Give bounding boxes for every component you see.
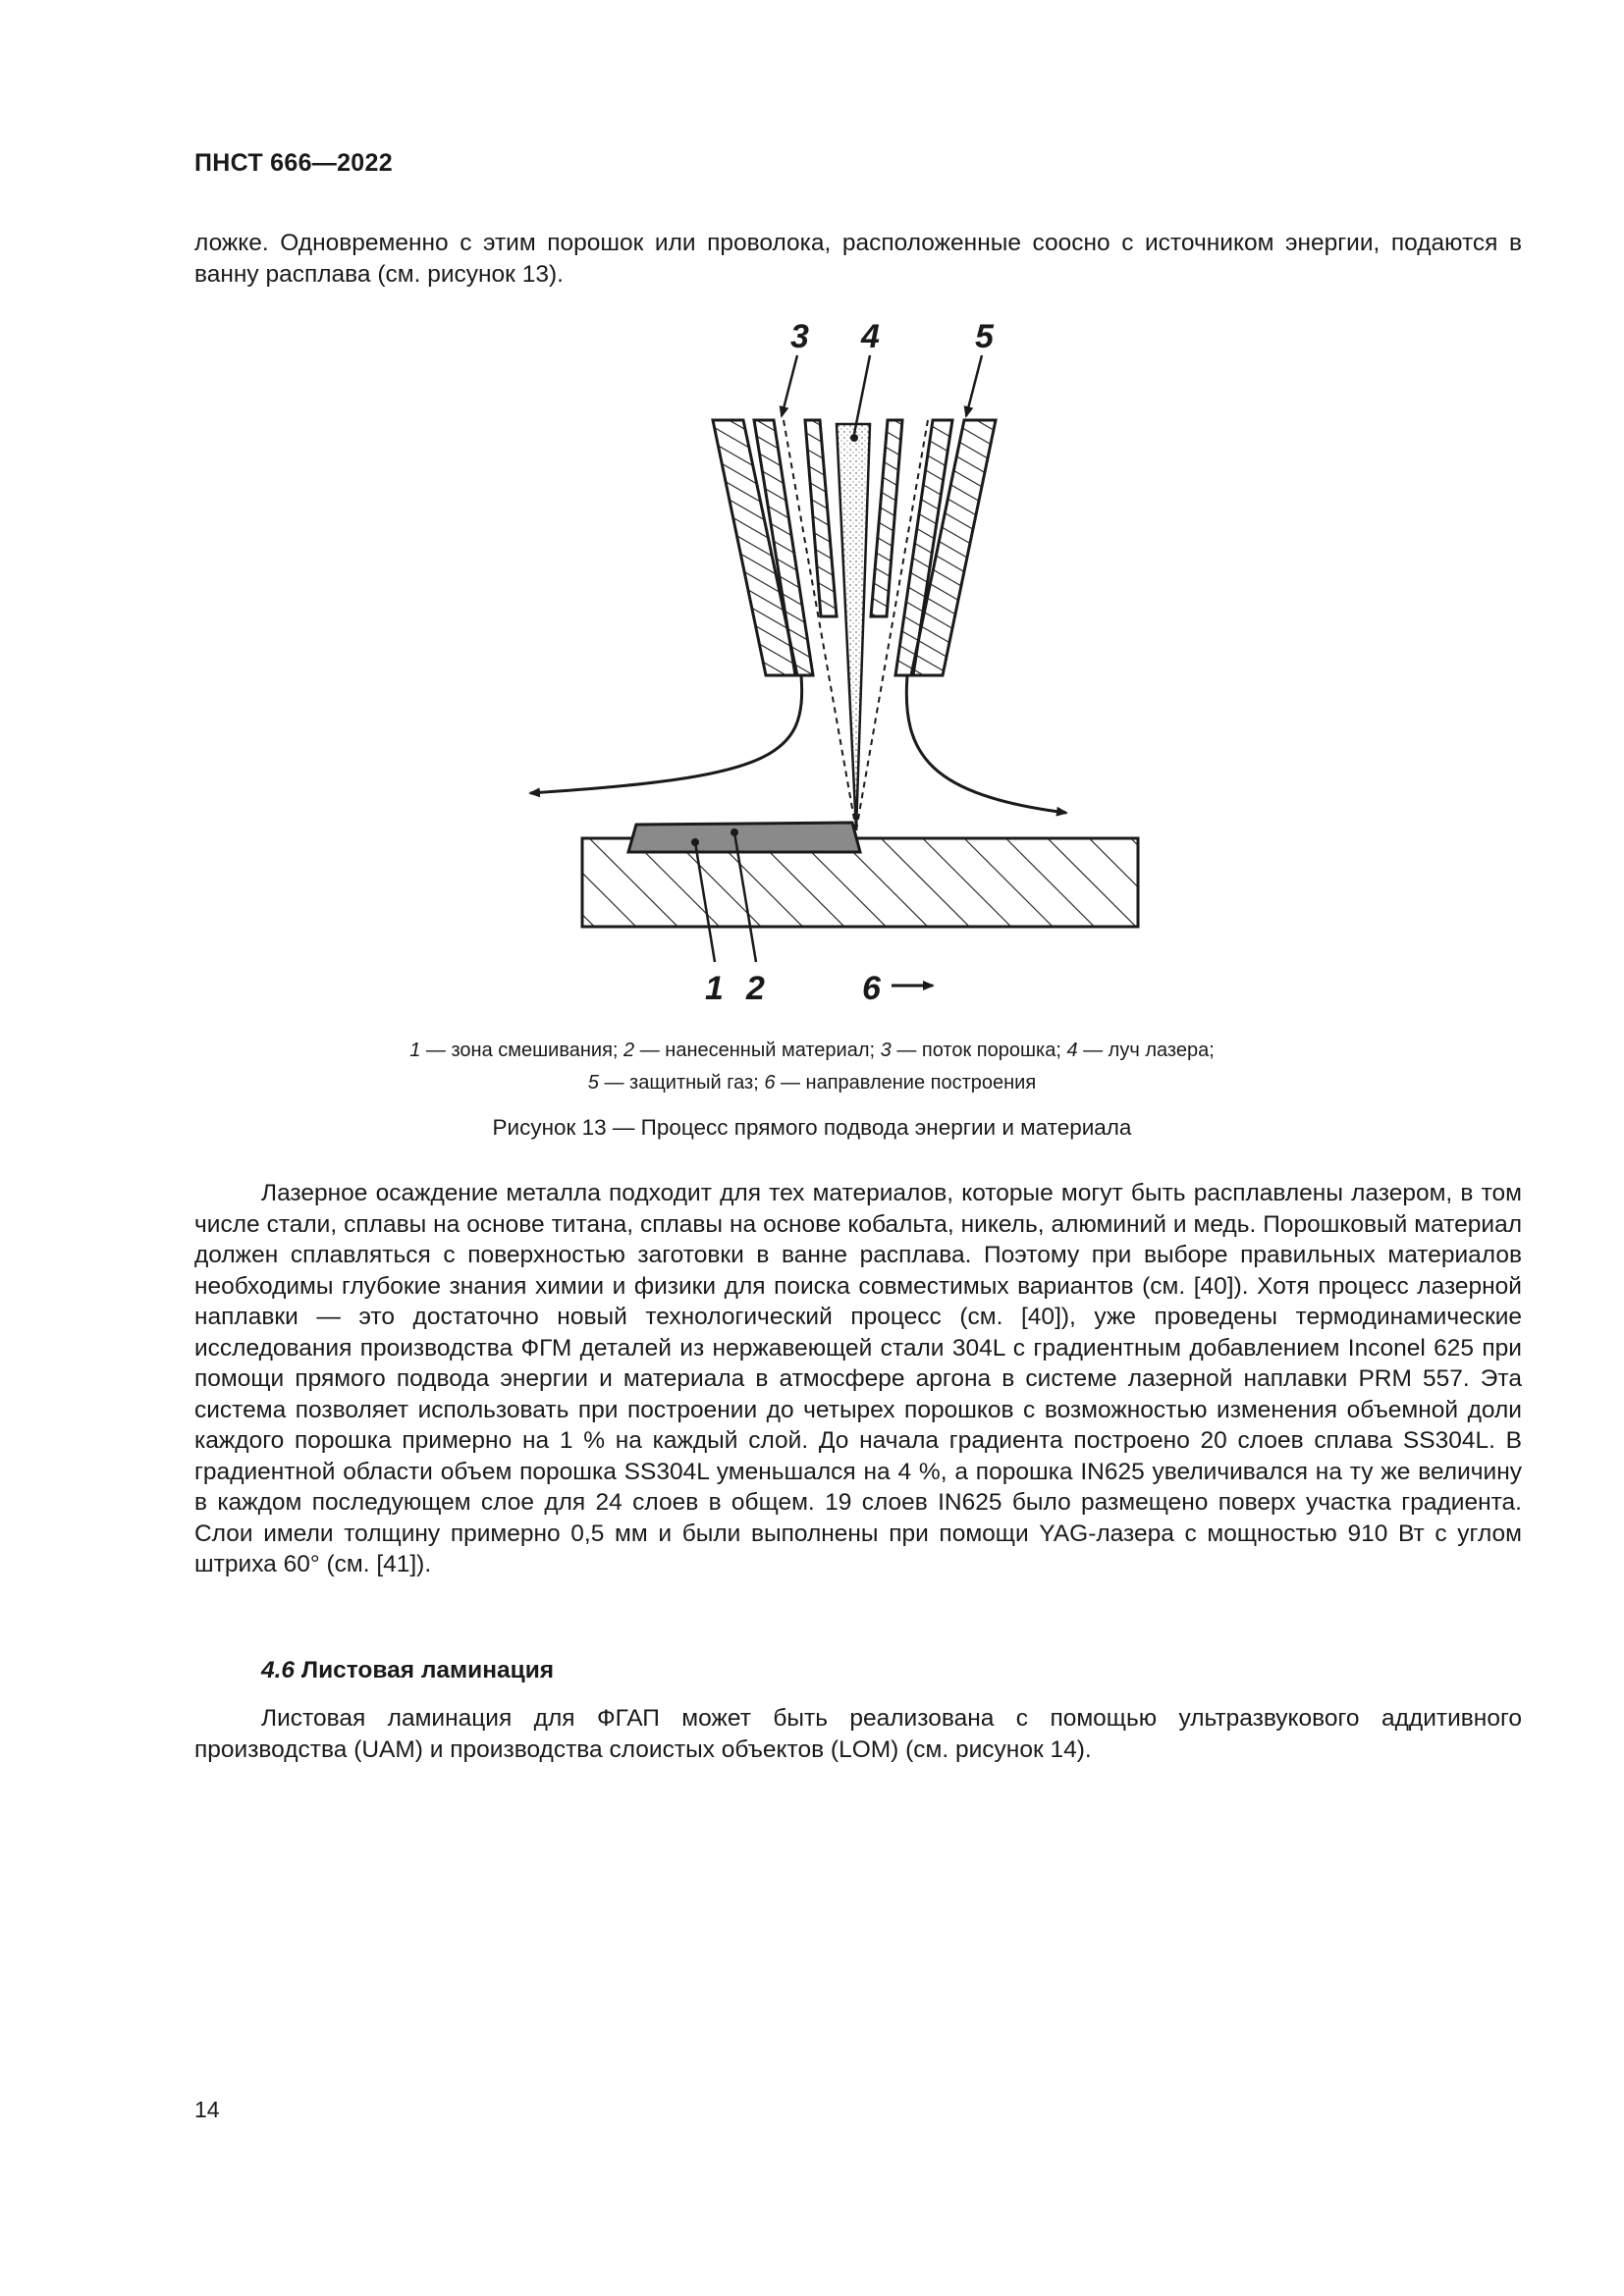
nozzle-core-right — [871, 420, 902, 616]
deposited-material — [628, 823, 860, 852]
section-title: Листовая ламинация — [300, 1657, 555, 1683]
legend-num: 1 — [409, 1040, 421, 1061]
paragraph-laser-deposition: Лазерное осаждение металла подходит для тех материалов, которые могут быть расплавлены лазером, в том числе стали, сплавы на основе титана, сплавы на основе кобальта, никель, алюминий и медь. Порошковый материал должен сплавляться с поверхностью заготовки в ванне расплава. Поэтому при выборе правильных материалов необходимы глубокие знания химии и физики для поиска совместимых вариантов (см. [40]). Хотя процесс лазерной наплавки — это достаточно новый технологический процесс (см. [40]), уже проведены термодинамические исследования производства ФГМ деталей из нержавеющей стали 304L с градиентным добавлением Inconel 625 при помощи прямого подвода энергии и материала в атмосфере аргона в системе лазерной наплавки PRM 557. Эта система позволяет использовать при построении до четырех порошков с возможностью изменения объемной доли каждого порошка примерно на 1 % на каждый слой. До начала градиента построено 20 слоев сплава SS304L. В градиентной области объем порошка SS304L уменьшался на 4 %, а порошка IN625 увеличивался на ту же величину в каждом последующем слое для 24 слоев в общем. 19 слоев IN625 было размещено поверх участка градиента. Слои имели толщину примерно 0,5 мм и были выполнены при помощи YAG-лазера с мощностью 910 Вт с углом штриха 60° (см. [41]). — [194, 1180, 1522, 1577]
paragraph-lamination: Листовая ламинация для ФГАП может быть реализована с помощью ультразвукового аддитивного производства (UAM) и производства слоистых объектов (LOM) (см. рисунок 14). — [194, 1705, 1522, 1763]
shielding-gas-left — [530, 675, 802, 793]
figure-caption: Рисунок 13 — Процесс прямого подвода энергии и материала — [492, 1115, 1132, 1140]
label-3: 3 — [790, 318, 809, 355]
legend-text: — нанесенный материал; — [634, 1040, 881, 1061]
legend-text: — зона смешивания; — [420, 1040, 624, 1061]
legend-text: — направление построения — [775, 1072, 1037, 1094]
laser-beam — [837, 424, 870, 830]
label-2: 2 — [746, 970, 765, 1007]
legend-num: 6 — [764, 1072, 776, 1094]
legend-text: — защитный газ; — [598, 1072, 765, 1094]
legend-text: — поток порошка; — [891, 1040, 1067, 1061]
label-1: 1 — [705, 970, 724, 1007]
nozzle-core-left — [805, 420, 837, 616]
legend-text: — луч лазера; — [1077, 1040, 1215, 1061]
legend-num: 4 — [1066, 1040, 1078, 1061]
legend-num: 5 — [587, 1072, 599, 1094]
page-number: 14 — [194, 2097, 220, 2122]
section-heading — [261, 1657, 554, 1684]
label-5: 5 — [975, 318, 994, 355]
figure-legend-line-1 — [0, 1035, 1624, 1067]
legend-num: 3 — [880, 1040, 892, 1061]
legend-num: 2 — [623, 1040, 635, 1061]
standard-header: ПНСТ 666—2022 — [194, 149, 393, 177]
paragraph-continuation: ложке. Одновременно с этим порошок или проволока, расположенные соосно с источником энергии, подаются в ванну расплава (см. рисунок 13). — [194, 230, 1522, 288]
figure-13 — [0, 304, 1624, 1011]
label-6: 6 — [862, 970, 881, 1007]
figure-legend-line-2 — [0, 1067, 1624, 1099]
laser-deposition-diagram — [0, 304, 1624, 1011]
section-number: 4.6 — [261, 1657, 296, 1683]
shielding-gas-right — [906, 675, 1066, 813]
label-4: 4 — [861, 318, 880, 355]
